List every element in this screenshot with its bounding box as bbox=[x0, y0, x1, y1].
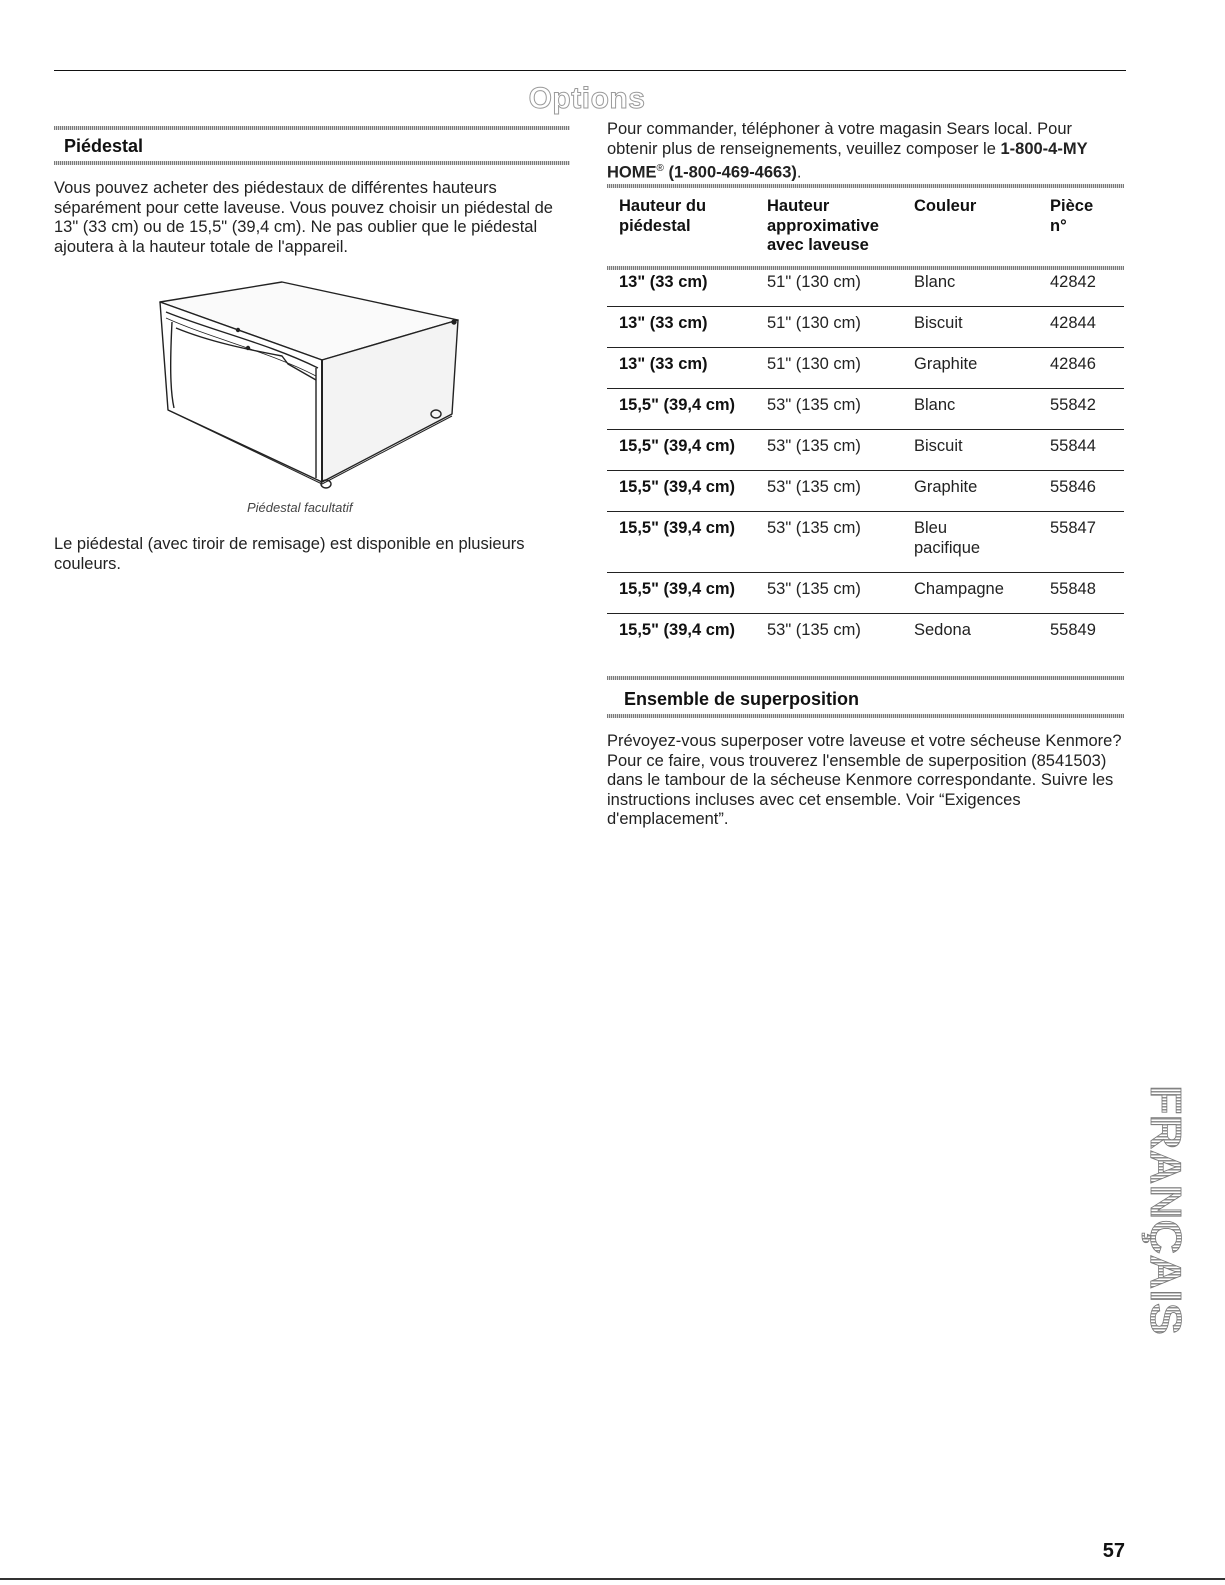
registered-mark: ® bbox=[656, 163, 664, 174]
header-line: avec laveuse bbox=[767, 236, 869, 254]
cell-color: Graphite bbox=[914, 355, 978, 373]
cell-part: 42846 bbox=[1050, 355, 1096, 373]
cell-part: 55842 bbox=[1050, 396, 1096, 414]
order-text: Pour commander, téléphoner à votre magasin Sears local. Pour obtenir plus de renseignements, veuillez composer le bbox=[607, 120, 1072, 158]
cell-total: 51" (130 cm) bbox=[767, 273, 861, 291]
cell-color: Sedona bbox=[914, 621, 971, 639]
header-line: n° bbox=[1050, 216, 1067, 235]
header-color bbox=[914, 197, 976, 217]
cell-total: 53" (135 cm) bbox=[767, 478, 861, 496]
header-line: Pièce bbox=[1050, 197, 1094, 215]
table-row bbox=[607, 511, 1124, 572]
table-row bbox=[607, 347, 1124, 388]
phone-numeric: (1-800-469-4663) bbox=[668, 163, 797, 182]
cell-part: 55848 bbox=[1050, 580, 1096, 598]
cell-total: 53" (135 cm) bbox=[767, 396, 861, 414]
header-line: piédestal bbox=[619, 216, 691, 235]
header-pedestal-height bbox=[619, 197, 706, 236]
cell-color: Blanc bbox=[914, 273, 956, 291]
table-row bbox=[607, 429, 1124, 470]
cell-height: 15,5" (39,4 cm) bbox=[619, 437, 736, 455]
header-line: Couleur bbox=[914, 197, 977, 215]
cell-part: 55844 bbox=[1050, 437, 1096, 455]
cell-part: 55847 bbox=[1050, 519, 1096, 537]
page-title: Options bbox=[528, 82, 646, 115]
cell-total: 51" (130 cm) bbox=[767, 355, 861, 373]
table-row bbox=[607, 613, 1124, 654]
cell-total: 53" (135 cm) bbox=[767, 580, 861, 598]
section-rule bbox=[607, 676, 1124, 680]
cell-height: 15,5" (39,4 cm) bbox=[619, 580, 736, 598]
header-line: approximative bbox=[767, 216, 879, 235]
pedestal-note: Le piédestal (avec tiroir de remisage) est disponible en plusieurs couleurs. bbox=[54, 535, 525, 573]
cell-total: 53" (135 cm) bbox=[767, 621, 861, 639]
color-line: pacifique bbox=[914, 538, 981, 557]
cell-height: 13" (33 cm) bbox=[619, 273, 708, 291]
table-row bbox=[607, 266, 1124, 306]
order-end: . bbox=[796, 163, 802, 182]
cell-height: 15,5" (39,4 cm) bbox=[619, 478, 736, 496]
header-line: Hauteur bbox=[767, 197, 830, 215]
table-row bbox=[607, 306, 1124, 347]
phone-number: 1-800-4-MY HOME bbox=[607, 139, 1088, 182]
color-line: Bleu bbox=[914, 519, 948, 537]
cell-total: 53" (135 cm) bbox=[767, 437, 861, 455]
illustration-caption: Piédestal facultatif bbox=[247, 500, 353, 515]
cell-height: 13" (33 cm) bbox=[619, 314, 708, 332]
header-line: Hauteur du bbox=[619, 197, 707, 215]
cell-color: Blanc bbox=[914, 396, 956, 414]
stacking-heading: Ensemble de superposition bbox=[624, 689, 860, 709]
table-row bbox=[607, 572, 1124, 613]
cell-part: 55846 bbox=[1050, 478, 1096, 496]
section-rule bbox=[54, 126, 570, 130]
cell-part: 55849 bbox=[1050, 621, 1096, 639]
cell-color: Biscuit bbox=[914, 437, 963, 455]
table-row bbox=[607, 470, 1124, 511]
bottom-rule bbox=[0, 1578, 1225, 1580]
cell-total: 53" (135 cm) bbox=[767, 519, 861, 537]
language-tab-text: FRANÇAIS bbox=[1141, 1085, 1190, 1313]
section-rule bbox=[54, 161, 570, 165]
table-header bbox=[607, 186, 1124, 266]
pedestal-heading: Piédestal bbox=[64, 136, 144, 156]
cell-color bbox=[914, 519, 980, 558]
page-number: 57 bbox=[1102, 1540, 1125, 1562]
cell-part: 42842 bbox=[1050, 273, 1096, 291]
pedestal-table bbox=[607, 186, 1124, 654]
table-row bbox=[607, 388, 1124, 429]
cell-height: 15,5" (39,4 cm) bbox=[619, 519, 736, 537]
section-rule bbox=[607, 714, 1124, 718]
cell-height: 15,5" (39,4 cm) bbox=[619, 396, 736, 414]
pedestal-illustration bbox=[150, 272, 470, 490]
top-rule bbox=[54, 70, 1126, 71]
stacking-text: Prévoyez-vous superposer votre laveuse et votre sécheuse Kenmore? Pour ce faire, vous trouverez l'ensemble de superposition (8541503) dans le tambour de la sécheuse Kenmore correspondante. Suivre les instructions incluses avec cet ensemble. Voir “Exigences d'emplacement”. bbox=[607, 732, 1122, 828]
cell-color: Graphite bbox=[914, 478, 978, 496]
cell-color: Biscuit bbox=[914, 314, 963, 332]
cell-height: 13" (33 cm) bbox=[619, 355, 708, 373]
cell-total: 51" (130 cm) bbox=[767, 314, 861, 332]
cell-color: Champagne bbox=[914, 580, 1004, 598]
order-info bbox=[607, 120, 1124, 183]
header-total-height bbox=[767, 197, 879, 256]
pedestal-intro: Vous pouvez acheter des piédestaux de différentes hauteurs séparément pour cette laveuse. Vous pouvez choisir un piédestal de 13" (33 cm) ou de 15,5" (39,4 cm). Ne pas oublier que le piédestal ajoutera à la hauteur totale de l'appareil. bbox=[54, 179, 553, 256]
cell-part: 42844 bbox=[1050, 314, 1096, 332]
header-part-number bbox=[1050, 197, 1093, 236]
cell-height: 15,5" (39,4 cm) bbox=[619, 621, 736, 639]
language-tab bbox=[1141, 1085, 1190, 1335]
